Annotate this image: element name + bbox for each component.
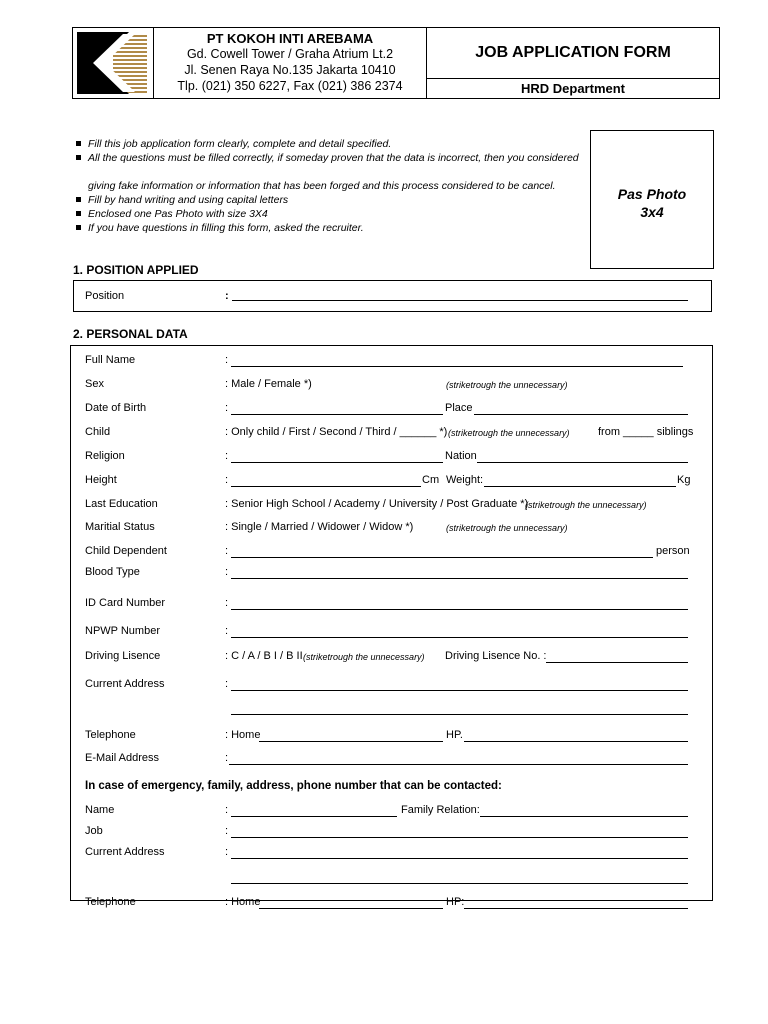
sex-label: Sex bbox=[85, 378, 104, 390]
company-address-line2: Jl. Senen Raya No.135 Jakarta 10410 bbox=[184, 63, 396, 77]
bullet-icon bbox=[76, 155, 81, 160]
emergency-name-colon: : bbox=[225, 804, 229, 816]
email-colon: : bbox=[225, 752, 229, 764]
education-options[interactable]: : Senior High School / Academy / University / Post Graduate *) bbox=[225, 498, 529, 510]
header-table bbox=[72, 27, 720, 99]
photo-label-line2: 3x4 bbox=[640, 204, 664, 220]
dob-colon: : bbox=[225, 402, 229, 414]
marital-strike-note: (striketrough the unnecessary) bbox=[446, 523, 568, 533]
bullet-icon bbox=[76, 211, 81, 216]
current-address-label: Current Address bbox=[85, 678, 165, 690]
nation-field[interactable] bbox=[477, 462, 688, 463]
marital-status-label: Maritial Status bbox=[85, 521, 155, 533]
department-label: HRD Department bbox=[427, 78, 719, 99]
emergency-hp-field[interactable] bbox=[464, 908, 688, 909]
height-label: Height bbox=[85, 474, 117, 486]
emergency-home-field[interactable] bbox=[259, 908, 443, 909]
current-address-colon: : bbox=[225, 678, 229, 690]
current-address-field-1[interactable] bbox=[231, 690, 688, 691]
emergency-address-field-2[interactable] bbox=[231, 883, 688, 884]
driving-license-options[interactable]: : C / A / B I / B II bbox=[225, 650, 303, 662]
position-label: Position bbox=[85, 290, 125, 302]
driving-license-no-field[interactable] bbox=[546, 662, 688, 663]
hp-field[interactable] bbox=[464, 741, 688, 742]
position-field[interactable] bbox=[232, 300, 688, 301]
emergency-name-field[interactable] bbox=[231, 816, 397, 817]
instruction-item: Fill by hand writing and using capital letters bbox=[76, 193, 580, 207]
religion-label: Religion bbox=[85, 450, 125, 462]
telephone-label: Telephone bbox=[85, 729, 136, 741]
npwp-label: NPWP Number bbox=[85, 625, 160, 637]
person-unit: person bbox=[656, 545, 690, 557]
child-dependent-field[interactable] bbox=[231, 557, 653, 558]
weight-unit: Kg bbox=[677, 474, 691, 486]
height-field[interactable] bbox=[231, 486, 421, 487]
id-card-label: ID Card Number bbox=[85, 597, 166, 609]
company-address-line1: Gd. Cowell Tower / Graha Atrium Lt.2 bbox=[186, 47, 394, 61]
marital-options[interactable]: : Single / Married / Widower / Widow *) bbox=[225, 521, 414, 533]
place-field[interactable] bbox=[474, 414, 688, 415]
current-address-field-2[interactable] bbox=[231, 714, 688, 715]
npwp-colon: : bbox=[225, 625, 229, 637]
logo-icon bbox=[73, 28, 153, 98]
religion-field[interactable] bbox=[231, 462, 443, 463]
photo-box[interactable] bbox=[590, 130, 714, 269]
sex-strike-note: (striketrough the unnecessary) bbox=[446, 380, 568, 390]
emergency-hp-label: HP: bbox=[446, 896, 465, 908]
npwp-field[interactable] bbox=[231, 637, 688, 638]
sex-options[interactable]: : Male / Female *) bbox=[225, 378, 312, 390]
id-card-field[interactable] bbox=[231, 609, 688, 610]
family-relation-field[interactable] bbox=[480, 816, 688, 817]
emergency-heading: In case of emergency, family, address, phone number that can be contacted: bbox=[85, 780, 502, 792]
email-label: E-Mail Address bbox=[85, 752, 159, 764]
weight-field[interactable] bbox=[484, 486, 676, 487]
instruction-item: If you have questions in filling this form, asked the recruiter. bbox=[76, 221, 580, 235]
full-name-colon: : bbox=[225, 354, 229, 366]
blood-type-field[interactable] bbox=[231, 578, 688, 579]
section-title-position: 1. POSITION APPLIED bbox=[73, 263, 199, 277]
child-dependent-label: Child Dependent bbox=[85, 545, 167, 557]
photo-label-line1: Pas Photo bbox=[617, 186, 687, 202]
dob-label: Date of Birth bbox=[85, 402, 147, 414]
siblings-text[interactable]: from _____ siblings bbox=[598, 426, 694, 438]
instruction-item: giving fake information or information that has been forged and this process considered to be cancel. bbox=[88, 180, 556, 192]
emergency-address-label: Current Address bbox=[85, 846, 165, 858]
form-title: JOB APPLICATION FORM bbox=[475, 44, 671, 61]
telephone-home-field[interactable] bbox=[259, 741, 443, 742]
company-phone: Tlp. (021) 350 6227, Fax (021) 386 2374 bbox=[177, 79, 403, 93]
child-strike-note: (striketrough the unnecessary) bbox=[448, 428, 570, 438]
emergency-address-colon: : bbox=[225, 846, 229, 858]
family-relation-label: Family Relation: bbox=[401, 804, 480, 816]
driving-strike-note: (striketrough the unnecessary) bbox=[303, 652, 425, 662]
height-colon: : bbox=[225, 474, 229, 486]
child-label: Child bbox=[85, 426, 111, 438]
emergency-job-field[interactable] bbox=[231, 837, 688, 838]
emergency-job-colon: : bbox=[225, 825, 229, 837]
driving-license-no-label: Driving Lisence No. : bbox=[445, 650, 547, 662]
company-name: PT KOKOH INTI AREBAMA bbox=[206, 31, 374, 46]
education-strike-note: (striketrough the unnecessary) bbox=[525, 500, 647, 510]
company-info bbox=[154, 28, 427, 98]
bullet-icon bbox=[76, 141, 81, 146]
nation-label: Nation bbox=[445, 450, 477, 462]
driving-license-label: Driving Lisence bbox=[85, 650, 161, 662]
position-colon: : bbox=[225, 290, 229, 302]
full-name-label: Full Name bbox=[85, 354, 136, 366]
instruction-item: Fill this job application form clearly, complete and detail specified. bbox=[76, 137, 580, 151]
religion-colon: : bbox=[225, 450, 229, 462]
last-education-label: Last Education bbox=[85, 498, 158, 510]
child-dependent-colon: : bbox=[225, 545, 229, 557]
instruction-item: Enclosed one Pas Photo with size 3X4 bbox=[76, 207, 580, 221]
place-label: Place bbox=[445, 402, 473, 414]
form-title-cell bbox=[427, 28, 719, 98]
dob-field[interactable] bbox=[231, 414, 443, 415]
section-title-personal: 2. PERSONAL DATA bbox=[73, 327, 188, 341]
emergency-home-label: : Home bbox=[225, 896, 261, 908]
bullet-icon bbox=[76, 225, 81, 230]
id-card-colon: : bbox=[225, 597, 229, 609]
blood-type-label: Blood Type bbox=[85, 566, 140, 578]
position-box bbox=[73, 280, 712, 312]
emergency-telephone-label: Telephone bbox=[85, 896, 136, 908]
bullet-icon bbox=[76, 197, 81, 202]
child-options[interactable]: : Only child / First / Second / Third / ______ *) bbox=[225, 426, 448, 438]
emergency-job-label: Job bbox=[85, 825, 103, 837]
weight-label: Weight: bbox=[446, 474, 484, 486]
instruction-item: All the questions must be filled correctly, if someday proven that the data is incorrect, then you considered bbox=[76, 151, 580, 179]
blood-type-colon: : bbox=[225, 566, 229, 578]
hp-label: HP. bbox=[446, 729, 463, 741]
emergency-name-label: Name bbox=[85, 804, 115, 816]
emergency-address-field-1[interactable] bbox=[231, 858, 688, 859]
email-field[interactable] bbox=[229, 764, 688, 765]
height-unit: Cm bbox=[422, 474, 440, 486]
company-logo bbox=[73, 28, 154, 98]
telephone-home-label: : Home bbox=[225, 729, 261, 741]
full-name-field[interactable] bbox=[231, 366, 683, 367]
